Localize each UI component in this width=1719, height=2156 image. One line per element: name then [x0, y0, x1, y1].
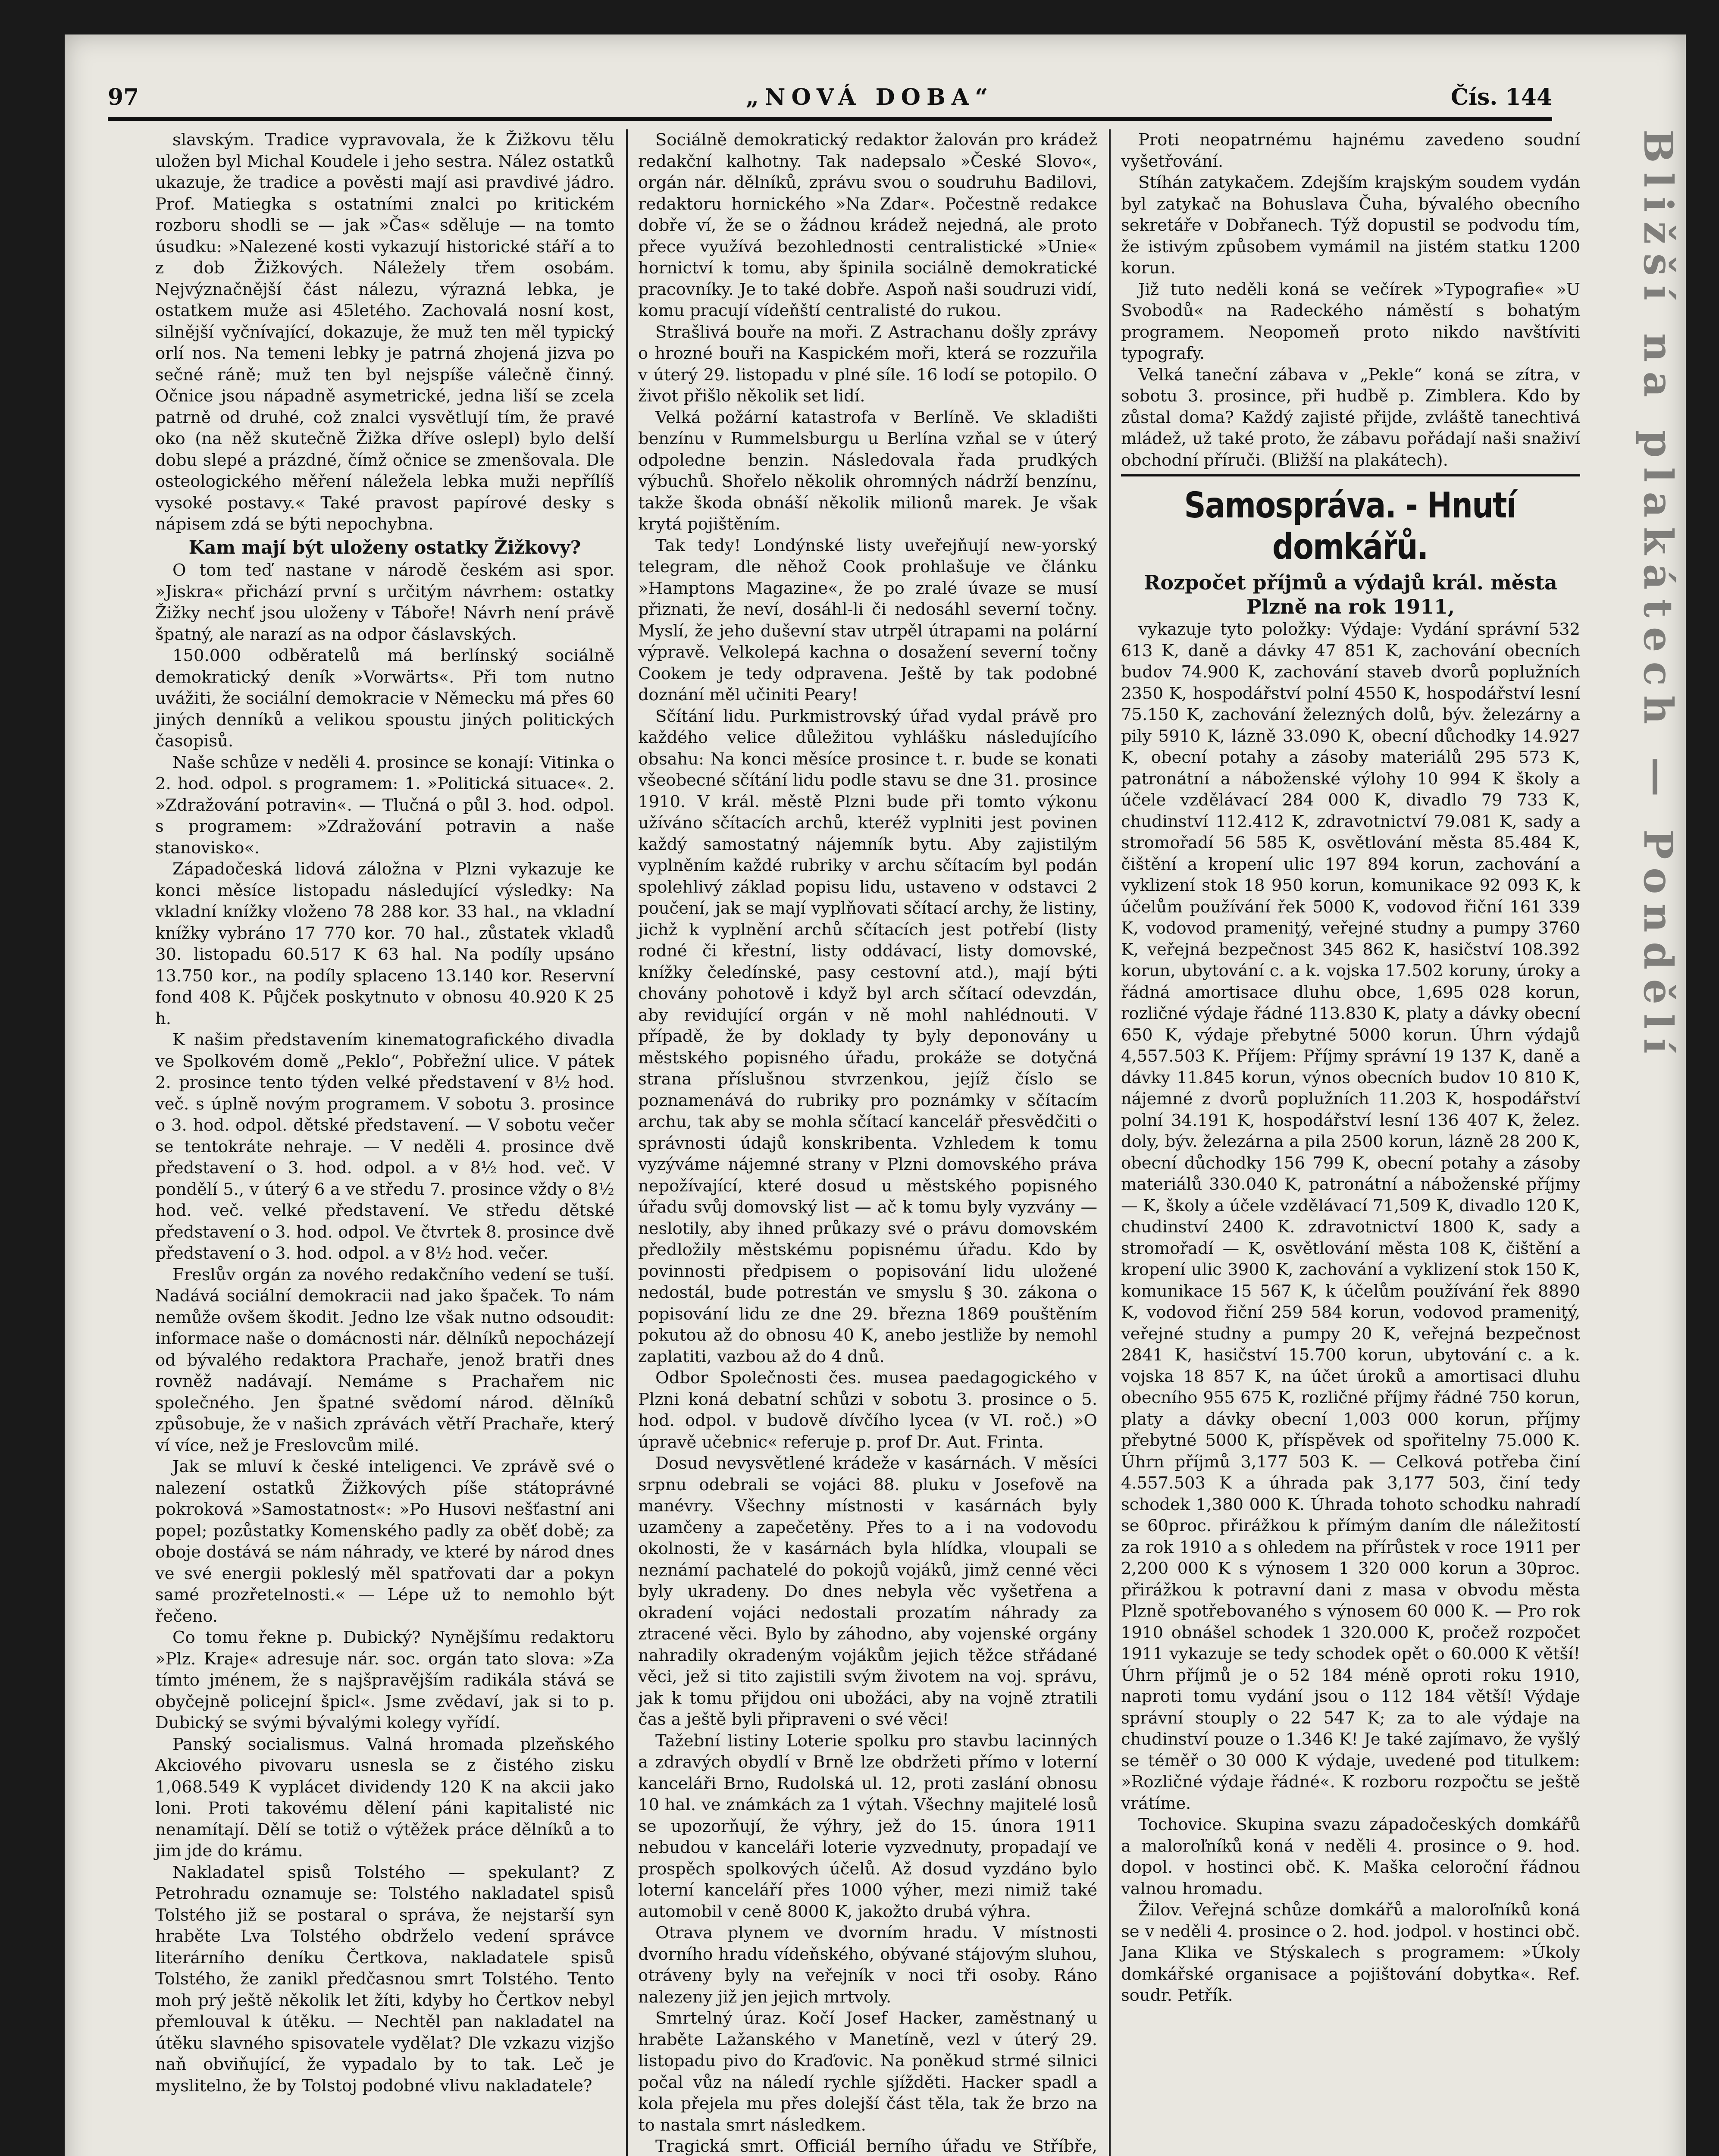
section-title: Samospráva. - Hnutí domkářů.	[1184, 485, 1516, 567]
section-rule	[1121, 474, 1580, 476]
article-tochovice: Tochovice. Skupina svazu západočeských domkářů a maloroľníků koná v neděli 4. prosince o 9. hod. dopol. v hostinci obč. K. Maška celoroční řádnou valnou hromadu.	[1121, 1815, 1580, 1899]
column-2	[638, 129, 1097, 2156]
article-brewery: Panský socialismus. Valná hromada plzeňského Akciového pivovaru usnesla se z čistého zisku 1,068.549 K vyplácet dividendy 120 K na akcii jako loni. Proti takovému dělení páni kapitalisté nic nenamítají. Dělí se totiž o výtěžek práce dělníků a to jim jde do krámu.	[155, 1734, 614, 1861]
column-divider	[626, 129, 628, 2156]
article-census: Sčítání lidu. Purkmistrovský úřad vydal právě pro každého velice důležitou vyhlášku následujícího obsahu: Na konci měsíce prosince t. r. bude se konati všeobecné sčítání lidu podle stavu se dne 31. prosince 1910. V král. městě Plzni bude při tomto výkonu užíváno sčítacích archů, kteréž vyplniti jest povinen každý samostatný nájemník bytu. Aby zajistilým vyplněním každé rubriky v archu sčítacím byl podán spolehlivý základ popisu lidu, ustaveno v odstavci 2 poučení, jak se mají vyplňovati sčítací archy, že listiny, jichž k vyplnění archů sčítacích jest potřebí (listy rodné či křestní, listy oddávací, listy domovské, knížky čeledínské, pasy cestovní atd.), mají býti chovány pohotově i když byl arch sčítací odevzdán, aby revidující orgán v ně mohl nahlédnouti. V případě, že by doklady ty byly deponovány u městského popisného úřadu, prokáže se dotyčná strana příslušnou stvrzenkou, jejíž číslo se poznamenává do rubriky pro poznámky v sčítacím archu, tak aby se mohla sčítací kancelář přesvědčiti o správnosti údajů konskribenta. Vzhledem k tomu vyzýváme nájemné strany v Plzni domovského práva nepožívající, které dosud u městského popisného úřadu svůj domovský list — ač k tomu byly vyzvány — neslotily, aby ihned průkazy své o právu domovském předložily městskému popisnému úřadu. Kdo by povinnosti předpisem o popisování lidu uložené nedostál, bude potrestán ve smyslu § 30. zákona o popisování lidu ze dne 29. března 1869 pouštěním pokutou až do obnosu 40 K, anebo jestliže by nemohl zaplatiti, vazbou až do 4 dnů.	[638, 706, 1097, 1366]
article-tragic-death: Tragická smrt. Officiál berního úřadu ve Stříbře,	[655, 2137, 1097, 2156]
article-barracks-thefts: Dosud nevysvětlené krádeže v kasárnách. V měsíci srpnu odebrali se vojáci 88. pluku v Josefově na manévry. Všechny místnosti v kasárnách byly uzamčeny a zapečetěny. Přes to a i na vodovodu okolnosti, že v kasárnách byla hlídka, vloupali se neznámí pachatelé do pokojů vojáků, jimž cenné věci byly ukradeny. Do dnes nebyla věc vyšetřena a okradení vojáci nedostali prozatím náhrady za ztracené věci. Bylo by záhodno, aby vojenské orgány nahradily okradeným vojákům jejich těžce střádané věci, jež si tito zajistili svým životem na voj. správu, jak k tomu přijdou oni ubožáci, aby na vojně ztratili čas a ještě byli připraveni o své věci!	[638, 1454, 1097, 1729]
headline-zizka-remains: Kam mají být uloženy ostatky Žižkovy?	[188, 536, 581, 558]
column-3	[1121, 129, 1580, 2006]
margin-bleed-text: Bližší na plakátech — Pondělí	[1635, 129, 1681, 1063]
running-header	[108, 84, 1552, 114]
column-divider	[1109, 129, 1111, 2156]
article-budget: vykazuje tyto položky: Výdaje: Vydání správní 532 613 K, daně a dávky 47 851 K, zachování obecních budov 74.900 K, zachování staveb dvorů poplužních 2350 K, hospodářství polní 4550 K, hospodářství lesní 75.150 K, zachování železných dolů, býv. železárny a pily 5910 K, lázně 33.090 K, obecní důchodky 14.927 K, obecní potahy a zásoby materiálů 295 573 K, patronátní a náboženské výlohy 10 994 K školy a účele vzdělávací 284 000 K, divadlo 79 733 K, chudinství 112.412 K, zdravotnictví 79.081 K, sady a stromořadí 56 585 K, osvětlování města 85.484 K, čištění a kropení ulic 197 894 korun, zachování a vyklizení stok 18 950 korun, komunikace 92 093 K, k účelům používání řek 5000 K, vodovod řiční 161 339 K, vodovod prameniţý, veřejné studny a pumpy 3760 K, veřejná bezpečnost 345 862 K, hasičství 108.392 korun, ubytování c. a k. vojska 17.502 koruny, úroky a řádná amortisace dluhu obce, 1,695 028 korun, rozličné výdaje řádné 113.830 K, platy a dávky obecní 650 K, výdaje přebytné 5000 korun. Úhrn výdajů 4,557.503 K. Příjem: Příjmy správní 19 137 K, daně a dávky 11.845 korun, výnos obecních budov 10 810 K, nájemné z dvorů poplužních 11.203 K, hospodářství polní 34.191 K, hospodářství lesní 136 407 K, želez. doly, býv. železárna a pila 2500 korun, lázně 28 200 K, obecní důchodky 156 799 K, obecní potahy a zásoby materiálů 330.040 K, patronátní a náboženské příjmy — K, školy a účele vzdělávací 71,509 K, divadlo 120 K, chudinství 2400 K. zdravotnictví 1800 K, sady a stromořadí — K, osvětlování města 108 K, čištění a kropení ulic 3900 K, zachování a vyklizení stok 150 K, komunikace 15 567 K, k účelům používání řek 8890 K, vodovod řiční 259 584 korun, vodovod prameniţý, veřejné studny a pumpy 20 K, veřejná bezpečnost 2841 K, hasičství 15.700 korun, ubytování c. a k. vojska 18 857 K, na účet úroků a amortisaci dluhu obecního 955 675 K, rozličné příjmy řádné 750 korun, platy a dávky obecní 1,003 000 korun, příjmy přebytné 5000 K, příspěvek od spořitelny 75.000 K. Úhrn příjmů 3,177 503 K. — Celková potřeba činí 4.557.503 K a úhrada pak 3,177 503, činí tedy schodek 1,380 000 K. Úhrada tohoto schodku nahradí se 60proc. přirážkou k přímým daním dle náležitostí za rok 1910 a s ohledem na přírůstek v roce 1911 per 2,200 000 K s výnosem 1 320 000 korun a 30proc. přirážkou k potravní dani z masa v obvodu města Plzně spotřebovaného s výnosem 60 000 K. — Pro rok 1910 obnášel schodek 1 320.000 K, pročež rozpočet 1911 vykazuje se tedy schodek opět o 60.000 K větší! Úhrn příjmů je o 52 184 méně oproti roku 1910, naproti tomu vydání jsou o 112 184 větší! Výdaje správní stouply o 22 547 K; za to ale výdaje na chudinství pouze o 1.346 K! Je také zajímavo, že vyšlý se téměř o 30 000 K výdaje, uvedené pod titulkem: »Rozličné výdaje řádné«. K rozboru rozpočtu se ještě vrátíme.	[1121, 620, 1580, 1813]
article-cook: Tak tedy! Londýnské listy uveřejňují new-yorský telegram, dle něhož Cook prohlašuje ve článku »Hamptons Magazine«, že po zralé úvaze se musí přiznati, že neví, dosáhl-li či nedosáhl severní točny. Myslí, že jeho duševní stav utrpěl útrapami na polární výpravě. Velkolepá kachna o dosažení severní točny Cookem je tedy odpravena. Ještě by tak podobné doznání měl učiniti Peary!	[638, 536, 1097, 705]
article-museum-society: Odbor Společnosti čes. musea paedagogického v Plzni koná debatní schůzi v sobotu 3. prosince o 5. hod. odpol. v budově dívčího lycea (v VI. roč.) »O úpravě učebnic« referuje p. prof Dr. Aut. Frinta.	[638, 1368, 1097, 1452]
article-lottery: Tažební listiny Loterie spolku pro stavbu lacinných a zdravých obydlí v Brně lze obdržeti přímo v loterní kanceláři Brno, Rudolská ul. 12, proti zaslání obnosu 10 hal. ve známkách za 1 výtah. Všechny majitelé losů se upozorňují, že výhry, jež do 15. února 1911 nebudou v kanceláři loterie vyzvednuty, propadají ve prospěch spolkových účelů. Až dosud vyzdáno bylo loterní kanceláří přes 1000 výher, mezi nimiž také automobil v ceně 8000 K, jakožto drubá výhra.	[638, 1731, 1097, 1921]
article-dance: Velká taneční zábava v „Pekle“ koná se zítra, v sobotu 3. prosince, při hudbě p. Zimblera. Kdo by zůstal doma? Každý zajisté přijde, zvláště tanechtivá mládež, už také proto, že zábavu pořádají naši snaživí obchodní příruči. (Bližší na plakátech).	[1121, 365, 1580, 470]
article-sea-storm: Strašlivá bouře na moři. Z Astrachanu došly zprávy o hrozné bouři na Kaspickém moři, která se rozzuřila v úterý 29. listopadu v plné síle. 16 lodí se potopilo. O život přišlo několik set lidí.	[638, 322, 1097, 406]
budget-title: Rozpočet příjmů a výdajů král. města Plzně na rok 1911,	[1144, 571, 1557, 618]
header-rule	[108, 117, 1552, 121]
article-zilov: Žilov. Veřejná schůze domkářů a maloroľníků koná se v neděli 4. prosince o 2. hod. jodpol. v hostinci obč. Jana Klika ve Stýskalech s programem: »Úkoly domkářské organisace a pojištování dobytka«. Ref. soudr. Petřík.	[1121, 1900, 1580, 2005]
page-number: 97	[108, 84, 139, 110]
article-gas-poisoning: Otrava plynem ve dvorním hradu. V místnosti dvorního hradu vídeňského, obývané stájovým sluhou, otráveny byly na veřejník v noci tři osoby. Ráno nalezeny již jen jejich mrtvoly.	[638, 1923, 1097, 2007]
article-dubicky: Co tomu řekne p. Dubický? Nynějšímu redaktoru »Plz. Kraje« adresuje nár. soc. orgán tato slova: »Za tímto jménem, že s najšpravějším radikála stává se obyčejně policejní špicl«. Jsme zvědaví, jak si to p. Dubický se svými bývalými kolegy vyřídí.	[155, 1628, 614, 1733]
article-savings-bank: Západočeská lidová záložna v Plzni vykazuje ke konci měsíce listopadu následující výsledky: Na vkladní knížky vloženo 78 288 kor. 33 hal., na vkladní knížky vybráno 17 770 kor. 70 hal., zůstatek vkladů 30. listopadu 60.517 K 63 hal. Na podíly upsáno 13.750 kor., na podíly splaceno 13.140 kor. Reservní fond 408 K. Půjček poskytnuto v obnosu 40.920 K 25 h.	[155, 859, 614, 1028]
issue-number: Čís. 144	[1450, 84, 1552, 110]
article-warrant: Stíhán zatykačem. Zdejším krajským soudem vydán byl zatykač na Bohuslava Čuha, bývalého obecního sekretáře v Dobřanech. Týž dopustil se podvodu tím, že istivým způsobem vymámil na jistém statku 1200 korun.	[1121, 173, 1580, 278]
article-vorwarts: 150.000 odběratelů má berlínský sociálně demokratický deník »Vorwärts«. Při tom nutno uvážiti, že sociální demokracie v Německu má přes 60 jiných denníků a velikou spoustu jiných politických časopisů.	[155, 646, 614, 751]
masthead: „NOVÁ DOBA“	[746, 84, 994, 110]
article-berlin-fire: Velká požární katastrofa v Berlíně. Ve skladišti benzínu v Rummelsburgu u Berlína vzňal se v úterý odpoledne benzin. Následovala řada prudkých výbuchů. Shořelo několik ohromných nádrží benzínu, takže škoda obnáší několik milionů marek. Je však krytá pojištěním.	[638, 407, 1097, 534]
article-tolstoy: Nakladatel spisů Tolstého — spekulant? Z Petrohradu oznamuje se: Tolstého nakladatel spisů Tolstého již se postaral o správa, že nejstarší syn hraběte Lva Tolstého obdrželo vedení správce literárního deníku Čertkova, nakladatele spisů Tolstého, že zanikl předčasnou smrt Tolstého. Tento moh prý ještě několik let žíti, kdyby ho Čertkov nebyl přemlouval k útěku. — Nechtěl pan nakladatel na útěku slavného spisovatele vydělat? Dle vzkazu vizjšo naň obviňující, že vypadalo by to tak. Leč je myslitelno, že by Tolstoj podobné vlivu nakladatele?	[155, 1862, 614, 2096]
article-gamekeeper: Proti neopatrnému hajnému zavedeno soudní vyšetřování.	[1121, 130, 1580, 171]
article-fatal-accident: Smrtelný úraz. Kočí Josef Hacker, zaměstnaný u hraběte Lažanského v Manetíně, vezl v úterý 29. listopadu pivo do Kraďovic. Na poněkud strmé silnici počal vůz na náledí rychle sjížděti. Hacker spadl a kola přejela mu přes dolejší část těla, tak že brzo na to nastala smrt následkem.	[638, 2009, 1097, 2135]
article-zizka-tradition: slavským. Tradice vypravovala, že k Žižkovu tělu uložen byl Michal Koudele i jeho sestra. Nález ostatků ukazuje, že tradice a pověsti mají asi pravdivé jádro. Prof. Matiegka s ostatními znalci po kritickém rozboru shodli se — jak »Čas« sděluje — na tomto úsudku: »Nalezené kosti vykazují historické stáří a to z dob Žižkových. Náležely třem osobám. Nejvýznačnější část nálezu, výrazná lebka, je ostatkem muže asi 45letého. Zachovalá nosní kost, silnější vyčnívající, dokazuje, že muž ten měl typický orlí nos. Na temeni lebky je patrná zhojená jizva po sečné ráně; muž ten byl nejspíše válečně činný. Očnice jsou nápadně asymetrické, jedna liší se zcela patrně od druhé, což znalci vysvětlují tím, že pravé oko (na něž skutečně Žižka dříve oslepl) bylo delší dobu slepé a prázdné, čímž očnice se zmenšovala. Dle osteologického měření náležela lebka muži nepřílíš vysoké postavy.« Také pravost papírové desky s nápisem zdá se býti nepochybna.	[155, 130, 614, 534]
article-cinema: K našim představením kinematografického divadla ve Spolkovém domě „Peklo“, Pobřežní ulice. V pátek 2. prosince tento týden velké představení v 8½ hod. več. s úplně novým programem. V sobotu 3. prosince o 3. hod. odpol. dětské představení. — V sobotu večer se tentokráte nehraje. — V neděli 4. prosince dvě představení o 3. hod. odpol. a v 8½ hod. več. V pondělí 5., v úterý 6 a ve středu 7. prosince vždy o 8½ hod. več. velké představení. Ve středu dětské představení o 3. hod. odpol. Ve čtvrtek 8. prosince dvě představení o 3. hod. odpol. a v 8½ hod. večer.	[155, 1030, 614, 1263]
column-1	[155, 129, 614, 2096]
article-intelligence: Jak se mluví k české inteligenci. Ve zprávě své o nalezení ostatků Žižkových píše státoprávné pokroková »Samostatnost«: »Po Husovi nešťastní ani popel; pozůstatky Komenského padly za oběť době; za oboje dostává se nám náhrady, ve které by národ dnes ve své energii pokleslý měl spatřovati dar a pokyn samé prozřetelnosti.« — Lépe už to nemohlo být řečeno.	[155, 1457, 614, 1626]
article-zizka-dispute: O tom teď nastane v národě českém asi spor. »Jiskra« přichází první s určitým návrhem: ostatky Žižky nechť jsou uloženy v Táboře! Návrh není právě špatný, ale narazí as na odpor čáslavských.	[155, 561, 614, 644]
article-meetings: Naše schůze v neděli 4. prosince se konají: Vitinka o 2. hod. odpol. s programem: 1. »Politická situace«. 2. »Zdražování potravin«. — Tlučná o půl 3. hod. odpol. s programem: »Zdražování potravin a naše stanovisko«.	[155, 752, 614, 858]
article-typografia: Již tuto neděli koná se večírek »Typografie« »U Svobodů« na Radeckého náměstí s bohatým programem. Neopomeň proto nikdo navštíviti typografy.	[1121, 279, 1580, 363]
article-editor-sued: Sociálně demokratický redaktor žalován pro krádež redakční kalhotny. Tak nadepsalo »České Slovo«, orgán nár. dělníků, zprávu svou o soudruhu Badilovi, redaktoru hornického »Na Zdar«. Počestně redakce dobře ví, že se o žádnou krádež nejedná, ale proto přece využívá bezohlednosti centralistické »Unie« hornictví k tomu, aby špinila sociálně demokratické pracovníky. Je to také dobře. Aspoň naši soudruzi vidí, komu pracují vídeňští centralisté do rukou.	[638, 130, 1097, 320]
article-fresl-organ: Freslův orgán za nového redakčního vedení se tuší. Nadává sociální demokracii nad jako špaček. To nám nemůže ovšem škodit. Jedno lze však nutno odsoudit: informace naše o domácnosti nár. dělníků nepocházejí od bývalého redaktora Prachaře, jenož bratři dnes rovněž nadávají. Nemáme s Prachařem nic společného. Jen špatné svědomí národ. dělníků způsobuje, že v našich zprávách větří Prachaře, který ví více, než je Freslovcům milé.	[155, 1265, 614, 1455]
